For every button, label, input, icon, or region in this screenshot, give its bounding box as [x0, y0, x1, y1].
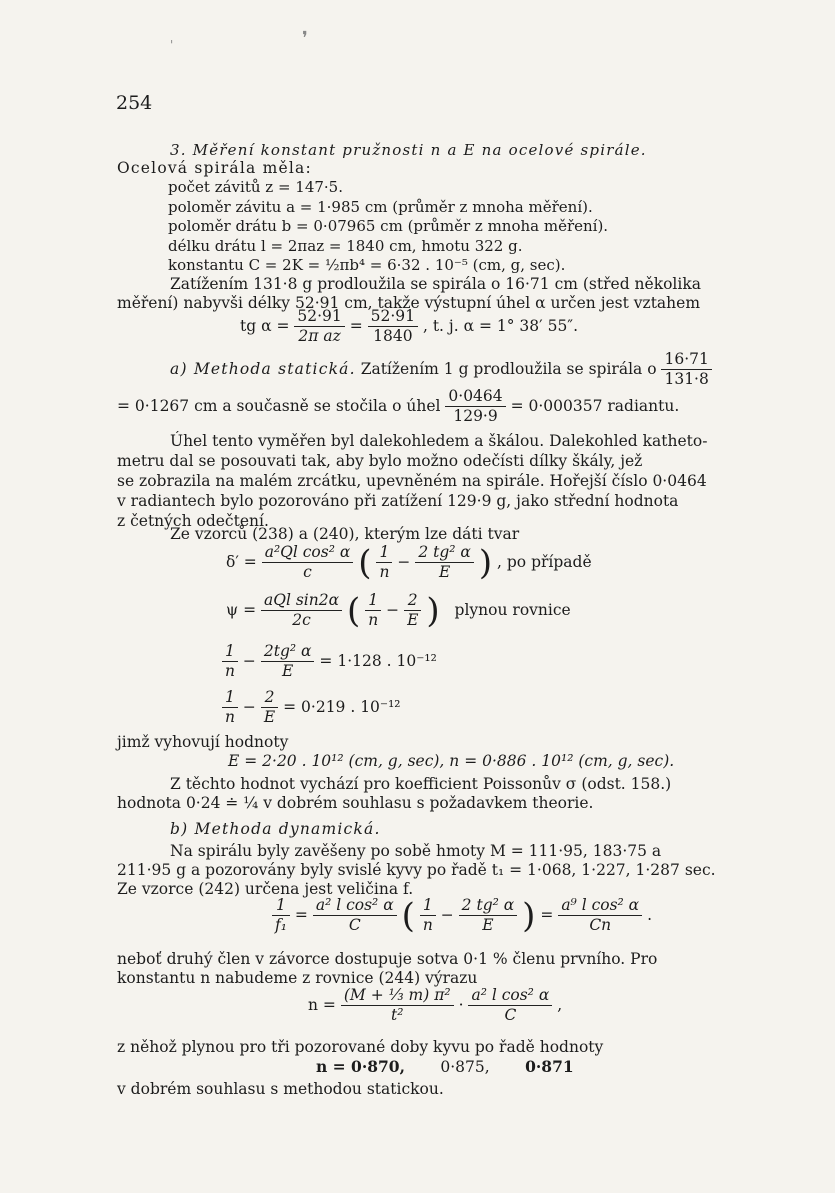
paragraph-line: Zatížením 131·8 g prodloužila se spirála o 16·71 cm (střed několika [170, 275, 701, 293]
equation-tangent: tg α = $\frac{52\cdot 91}{\text{2π az}}$ = $\frac{52\cdot 91}{1840}$ , t. j. α = 1° 38′ 55″. [240, 307, 579, 346]
paragraph-line: konstantu n nabudeme z rovnice (244) výrazu [117, 969, 478, 987]
dynamic-heading: b) Methoda dynamická. [170, 820, 381, 838]
equation-psi: ψ = $\frac{\text{aQl sin2α}}{2c}$ ( $\frac{1}{n}$ − $\frac{2}{E}$ ) plynou rovnice [226, 590, 571, 631]
paragraph-line: neboť druhý člen v závorce dostupuje sotva 0·1 % členu prvního. Pro [117, 950, 658, 968]
paragraph-line: Ze vzorce (242) určena jest veličina f. [117, 880, 414, 898]
equation-result-2: $\frac{1}{n}$ − $\frac{2}{E}$ = 0·219 . 10⁻¹² [222, 688, 401, 728]
spiral-param: poloměr závitu a = 1·985 cm (průměr z mnoha měření). [168, 197, 593, 216]
fraction: $\frac{52\cdot 91}{1840}$ [368, 307, 418, 347]
equation-delta: δ′ = $\frac{\text{a²Ql cos² α}}{c}$ ( $\frac{1}{n}$ − $\frac{\text{2 tg² α}}{E}$ ) , po případě [226, 542, 592, 583]
scan-speck: ' [170, 38, 174, 52]
paragraph-line: 211·95 g a pozorovány byly svislé kyvy po řadě t₁ = 1·068, 1·227, 1·287 sec. [117, 861, 716, 879]
static-result-line: = 0·1267 cm a současně se stočila o úhel $\frac{0\cdot 0464}{129\cdot 9}$ = 0·000357 radiantu. [117, 387, 680, 426]
closing-line: v dobrém souhlasu s methodou statickou. [117, 1080, 444, 1098]
values-intro: jimž vyhovují hodnoty [117, 733, 289, 751]
static-method-line: a) Methoda statická. Zatížením 1 g prodloužila se spirála o $\frac{16\cdot 71}{131\cdot 8}$ [170, 350, 712, 390]
equation-result-1: $\frac{1}{n}$ − $\frac{\text{2tg² α}}{E}$ = 1·128 . 10⁻¹² [222, 642, 437, 682]
paragraph-line: z něhož plynou pro tři pozorované doby kyvu po řadě hodnoty [117, 1038, 604, 1056]
section-heading: 3. Měření konstant pružnosti n a E na ocelové spirále. [170, 141, 647, 159]
fraction: $\frac{0\cdot 0464}{129\cdot 9}$ [445, 387, 505, 427]
static-heading: a) Methoda statická. [170, 359, 356, 378]
spiral-param: délku drátu l = 2πaz = 1840 cm, hmotu 322 g. [168, 236, 523, 255]
spiral-param: počet závitů z = 147·5. [168, 178, 343, 196]
paragraph-line: Z těchto hodnot vychází pro koefficient Poissonův σ (odst. 158.) [170, 775, 672, 793]
paragraph-angle: Úhel tento vyměřen byl dalekohledem a škálou. Dalekohled katheto- metru dal se posouvati tak, aby bylo možno odečísti dílky škály, jež se zobrazila na malém zrcátku, upevněném na spirále. Hořejší číslo 0·0464 v radiantech bylo pozorováno při zatížení 129·9 g, jako střední hodnota z četných odečtení. [117, 432, 708, 530]
spiral-param: konstantu C = 2K = ½πb⁴ = 6·32 . 10⁻⁵ (cm, g, sec). [168, 256, 566, 274]
page-number: 254 [116, 92, 153, 114]
equation-n: n = $\frac{\text{(M + ⅓ m) π²}}{\text{t²}}$ · $\frac{\text{a² l cos² α}}{C}$ , [308, 986, 563, 1025]
equation-f: $\frac{1}{\text{f₁}}$ = $\frac{\text{a² l cos² α}}{C}$ ( $\frac{1}{n}$ − $\frac{\text{2 tg² α}}{E}$ ) = $\frac{\text{a⁹ l cos² α}}{Cn}$ . [272, 896, 652, 936]
values-line: E = 2·20 . 10¹² (cm, g, sec), n = 0·886 . 10¹² (cm, g, sec). [228, 752, 675, 770]
scan-speck: ❜ [302, 28, 308, 49]
fraction: $\frac{52\cdot 91}{\text{2π az}}$ [294, 307, 344, 347]
n-values: n = 0·870, 0·875, 0·871 [316, 1057, 574, 1076]
spiral-intro: Ocelová spirála měla: [117, 159, 312, 177]
spiral-params-list [168, 178, 608, 276]
formulas-intro: Ze vzorců (238) a (240), kterým lze dáti tvar [170, 525, 520, 543]
spiral-param: poloměr drátu b = 0·07965 cm (průměr z mnoha měření). [168, 217, 609, 235]
paragraph-line: hodnota 0·24 ≐ ¼ v dobrém souhlasu s požadavkem theorie. [117, 794, 594, 812]
fraction: $\frac{16\cdot 71}{131\cdot 8}$ [661, 350, 711, 390]
paragraph-line: měření) nabyvši délky 52·91 cm, takže výstupní úhel α určen jest vztahem [117, 294, 701, 312]
paragraph-line: Na spirálu byly zavěšeny po sobě hmoty M = 111·95, 183·75 a [170, 842, 662, 860]
